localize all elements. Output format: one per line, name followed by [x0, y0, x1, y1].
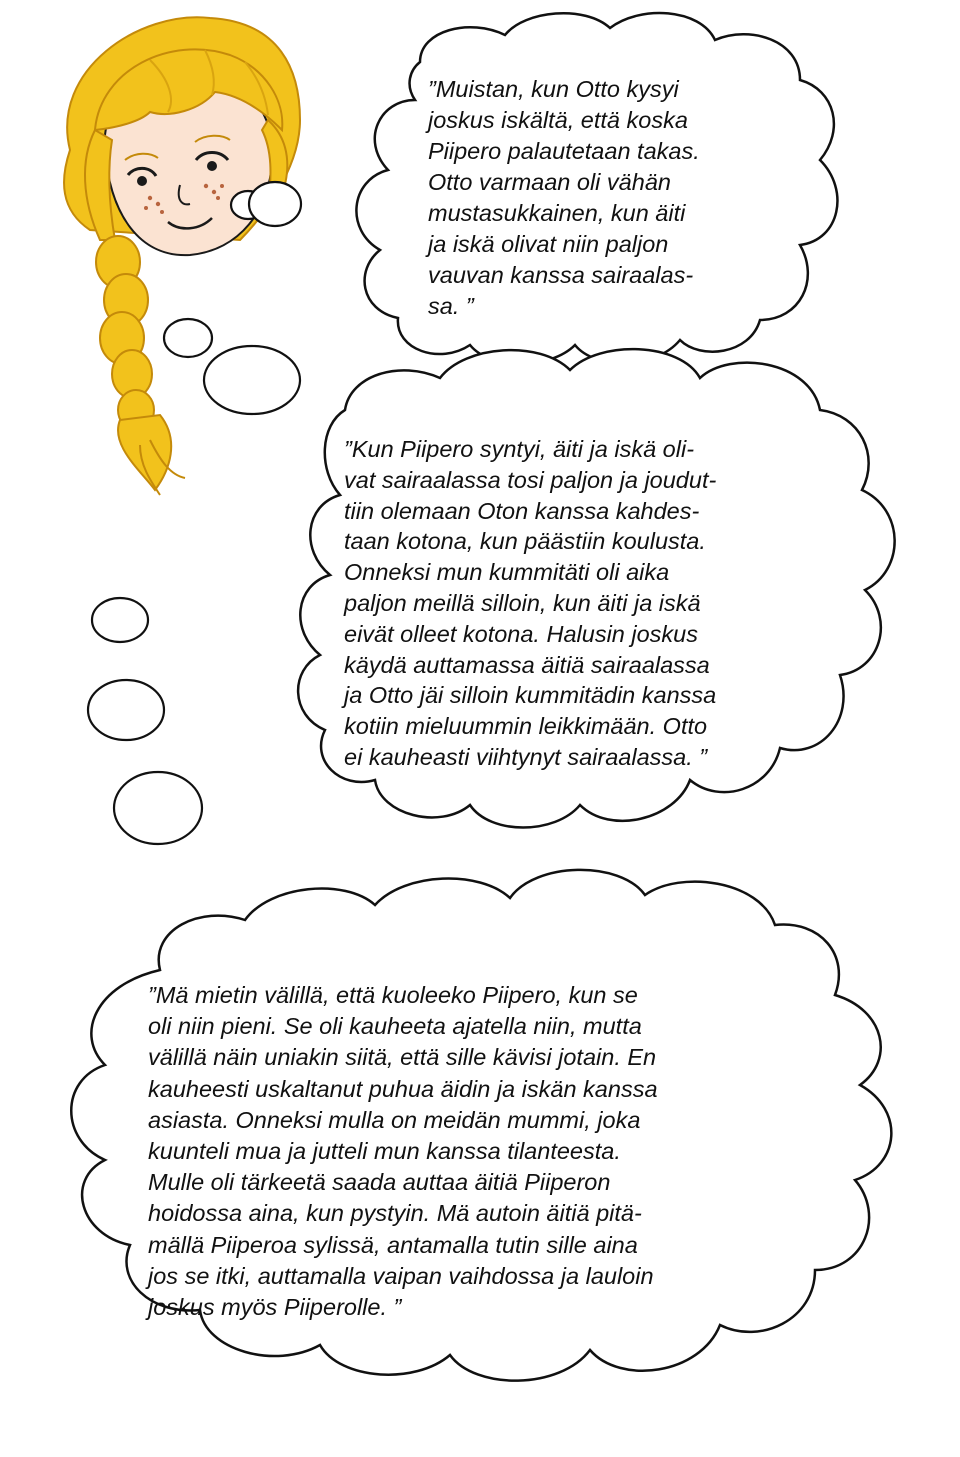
girl-braid — [96, 236, 185, 495]
girl-illustration — [64, 17, 300, 495]
trail-bubble-7 — [114, 772, 202, 844]
trail-bubble-4 — [204, 346, 300, 414]
thought-bubble-1-text: ”Muistan, kun Otto kysyi joskus iskältä, että koska Piipero palautetaan takas. Otto varmaan oli vähän mustasukkainen, kun äiti ja iskä olivat niin paljon vauvan kanssa sairaalas- sa. ” — [428, 76, 700, 319]
trail-bubble-3 — [164, 319, 212, 357]
thought-bubble-3-text: ”Mä mietin välillä, että kuoleeko Piipero, kun se oli niin pieni. Se oli kauheeta ajatella niin, mutta välillä näin uniakin siitä, että sille kävisi jotain. En kauheesti uskaltanut puhua äidin ja iskän kanssa asiasta. Onneksi mulla on meidän mummi, joka kuunteli mua ja jutteli mun kanssa tilanteesta. Mulle oli tärkeetä saada auttaa äitiä Piiperon hoidossa aina, kun pystyin. Mä autoin äitiä pitä- mällä Piiperoa sylissä, antamalla tutin sille aina jos se itki, auttamalla vaipan vaihdossa ja lauloin joskus myös Piiperolle. ” — [148, 982, 658, 1321]
trail-bubble-6 — [88, 680, 164, 740]
trail-bubble-5 — [92, 598, 148, 642]
trail-bubble-2 — [249, 182, 301, 226]
thought-bubble-2-text: ”Kun Piipero syntyi, äiti ja iskä oli- vat sairaalassa tosi paljon ja joudut- tiin olemaan Oton kanssa kahdes- taan kotona, kun päästiin koulusta. Onneksi mun kummitäti oli aika paljon meillä silloin, kun äiti ja iskä eivät olleet kotona. Halusin joskus käydä auttamassa äitiä sairaalassa ja Otto jäi silloin kummitädin kanssa kotiin mieluummin leikkimään. Otto ei kauheasti viihtynyt sairaalassa. ” — [344, 436, 717, 770]
